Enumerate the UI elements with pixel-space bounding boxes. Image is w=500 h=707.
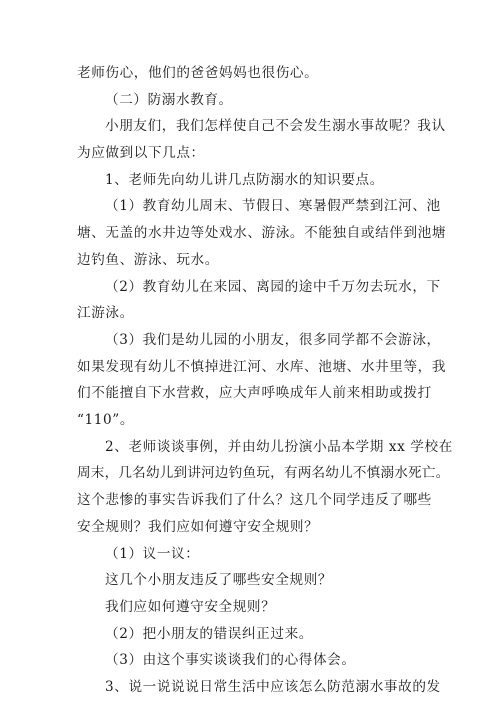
text-line: 小朋友们，我们怎样使自己不会发生溺水事故呢？我认 <box>105 118 446 134</box>
text-line: “110”。 <box>77 412 135 428</box>
list-item-heading: 3、说一说说说日常生活中应该怎么防范溺水事故的发 <box>105 679 441 695</box>
text-line: 老师伤心，他们的爸爸妈妈也很伤心。 <box>77 65 319 81</box>
text-line: （3）我们是幼儿园的小朋友，很多同学都不会游泳， <box>105 332 441 348</box>
text-line: （3）由这个事实谈谈我们的心得体会。 <box>105 652 356 668</box>
text-line: （2）把小朋友的错误纠正过来。 <box>105 626 313 642</box>
list-item-heading: 2、老师谈谈事例，并由幼儿扮演小品本学期 xx 学校在 <box>105 439 453 455</box>
text-line: （1）教育幼儿周末、节假日、寒暑假严禁到江河、池 <box>105 198 441 214</box>
text-line: 为应做到以下几点： <box>77 145 205 161</box>
text-line: 们不能擅自下水营救，应大声呼唤成年人前来相助或拨打 <box>77 385 432 401</box>
text-line: 这个悲惨的事实告诉我们了什么？这几个同学违反了哪些 <box>77 492 432 508</box>
list-item-heading: 1、老师先向幼儿讲几点防溺水的知识要点。 <box>105 172 384 188</box>
text-line: 安全规则？我们应如何遵守安全规则？ <box>77 519 319 535</box>
text-line: （2）教育幼儿在来园、离园的途中千万勿去玩水，下 <box>105 279 441 295</box>
text-line: 边钓鱼、游泳、玩水。 <box>77 252 219 268</box>
text-line: 我们应如何遵守安全规则？ <box>105 599 276 615</box>
text-line: 周末，几名幼儿到讲河边钓鱼玩，有两名幼儿不慎溺水死亡。 <box>77 465 450 481</box>
text-line: 如果发现有幼儿不慎掉进江河、水库、池塘、水井里等，我 <box>77 359 447 375</box>
text-line: 江游泳。 <box>77 305 134 321</box>
text-line: （1）议一议： <box>105 546 200 562</box>
section-heading: （二）防溺水教育。 <box>105 92 233 108</box>
text-line: 塘、无盖的水井边等处戏水、游泳。不能独自或结伴到池塘 <box>77 225 447 241</box>
text-line: 这几个小朋友违反了哪些安全规则？ <box>105 572 333 588</box>
